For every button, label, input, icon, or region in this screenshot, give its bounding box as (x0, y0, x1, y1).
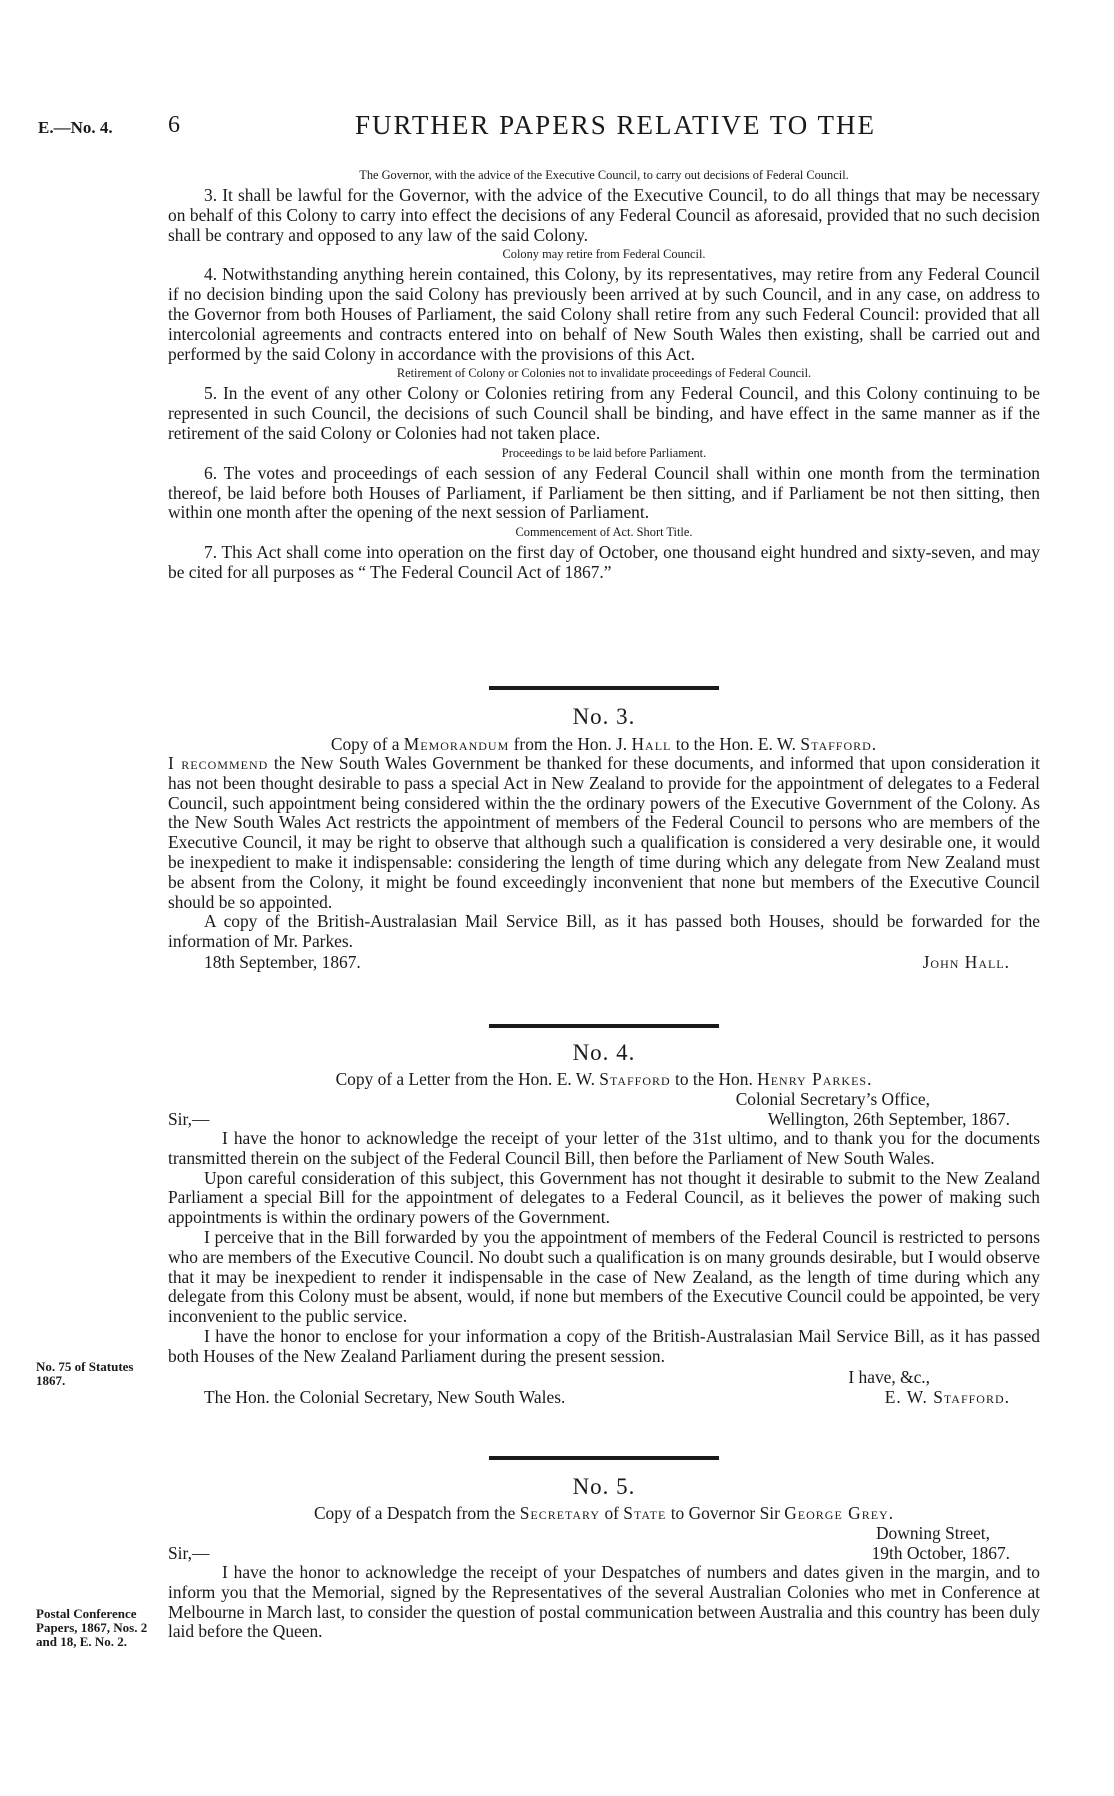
document-reference: E.—No. 4. (38, 118, 113, 137)
letter-body: I have the honor to enclose for your information a copy of the British-Australasian Mail Service Bill, as it has passed both Houses of the New Zealand Parliament during the present session. (168, 1325, 1040, 1366)
marginal-heading: Colony may retire from Federal Council. (502, 247, 706, 262)
signature: E. W. Stafford. (884, 1386, 1010, 1407)
section-paragraph: 6. The votes and proceedings of each session of any Federal Council shall within one month from the termination thereof, be laid before both Houses of Parliament, if Parliament be then sitting, and if Parliament be not then sitting, then within one month after the opening of the next session of Parliament. (168, 462, 1040, 523)
section-divider (489, 1456, 719, 1460)
letter-addressee: The Hon. the Colonial Secretary, New South Wales. (204, 1386, 566, 1407)
salutation: Sir,— (168, 1109, 210, 1129)
document-no3 (168, 686, 1040, 972)
letter-date: 19th October, 1867. (871, 1543, 1010, 1563)
document-subtitle: Copy of a Letter from the Hon. E. W. Stafford to the Hon. Henry Parkes. (335, 1069, 873, 1089)
salutation: Sir,— (168, 1543, 210, 1563)
document-subtitle: Copy of a Despatch from the Secretary of State to Governor Sir George Grey. (313, 1503, 895, 1523)
section-paragraph: 7. This Act shall come into operation on the first day of October, one thousand eight hundred and sixty-seven, and may be cited for all purposes as “ The Federal Council Act of 1867.” (168, 542, 1040, 582)
section-paragraph: 4. Notwithstanding anything herein contained, this Colony, by its representatives, may retire from any Federal Council if no decision binding upon the said Colony has previously been arrived at by such Council, and in any case, on address to the Governor from both Houses of Parliament, the said Colony shall retire from any such Federal Council: provided that all intercolonial agreements and contracts entered into on behalf of New South Wales then existing, shall be carried out and performed by the said Colony in accordance with the provisions of this Act. (168, 264, 1040, 364)
letter-body: I perceive that in the Bill forwarded by you the appointment of members of the Federal Council is restricted to persons who are members of the Executive Council. No doubt such a qualification is on many grounds desirable, but I would observe that it may be inexpedient to render it indispensable in the case of New Zealand, as the length of time during which any delegate from this Colony must be absent, would, if none but members of the Executive Council could be appointed, be very inconvenient to the public service. (168, 1226, 1040, 1327)
document-subtitle: Copy of a Memorandum from the Hon. J. Hall to the Hon. E. W. Stafford. (330, 734, 878, 754)
section-divider (489, 686, 719, 690)
margin-note: Postal Conference Papers, 1867, Nos. 2 and 18, E. No. 2. (36, 1606, 148, 1649)
marginal-heading: Proceedings to be laid before Parliament. (501, 445, 707, 460)
marginal-heading: Commencement of Act. Short Title. (515, 525, 693, 540)
letter-date: Wellington, 26th September, 1867. (767, 1109, 1010, 1129)
document-no4 (168, 1024, 1040, 1407)
letter-address: Downing Street, (876, 1523, 990, 1543)
section-paragraph: 3. It shall be lawful for the Governor, with the advice of the Executive Council, to do all things that may be necessary on behalf of this Colony to carry into effect the decisions of any Federal Council as aforesaid, provided that no such decision shall be contrary and opposed to any law of the said Colony. (168, 185, 1040, 245)
memorandum-signoff (168, 952, 1040, 972)
letter-body: I have the honor to acknowledge the receipt of your Despatches of numbers and dates given in the margin, and to inform you that the Memorial, signed by the Representatives of the several Australian Colonies who met in Conference at Melbourne in March last, to consider the question of postal communication between Australia and this country has been duly laid before the Queen. (168, 1562, 1040, 1642)
document-heading: No. 3. (572, 704, 636, 729)
letter-signoff (168, 1387, 1040, 1407)
document-no5 (168, 1456, 1040, 1642)
marginal-heading: Retirement of Colony or Colonies not to invalidate proceedings of Federal Council. (396, 366, 812, 381)
letter-body: I have the honor to acknowledge the receipt of your letter of the 31st ultimo, and to thank you for the documents transmitted therein on the subject of the Federal Council Bill, then before the Parliament of New South Wales. (168, 1128, 1040, 1168)
document-heading: No. 4. (572, 1040, 636, 1065)
section-paragraph: 5. In the event of any other Colony or Colonies retiring from any Federal Council, and this Colony continuing to be represented in such Council, the decisions of such Council shall be binding, and have effect in the same manner as if the retirement of the said Colony or Colonies had not taken place. (168, 383, 1040, 443)
memorandum-body: I recommend the New South Wales Government be thanked for these documents, and informed that upon consideration it has not been thought desirable to pass a special Act in New Zealand to provide for the appointment of delegates to a Federal Council, such appointment being considered within the the ordinary powers of the Executive Government of the Colony. As the New South Wales Act restricts the appointment of members of the Federal Council to persons who are members of the Executive Council, it may be right to observe that although such a qualification is considered a very desirable one, it would be inexpedient to make it indispensable: considering the length of time during which any delegate from New Zealand must be absent from the Colony, it might be found exceedingly inconvenient that none but members of the Executive Council should be so appointed. (168, 753, 1040, 912)
letter-body: Upon careful consideration of this subject, this Government has not thought it desirable to submit to the New Zealand Parliament a special Bill for the appointment of delegates to a Federal Council, as it believes the power of making such appointments is within the ordinary powers of the Government. (168, 1167, 1040, 1228)
letter-salutation-row (168, 1109, 1040, 1129)
page-number: 6 (168, 112, 180, 138)
letter-address: Colonial Secretary’s Office, (735, 1089, 930, 1109)
memorandum-body: A copy of the British-Australasian Mail Service Bill, as it has passed both Houses, should be forwarded for the information of Mr. Parkes. (168, 911, 1040, 952)
signature: John Hall. (922, 951, 1010, 972)
act-section (168, 166, 1040, 583)
marginal-heading: The Governor, with the advice of the Executive Council, to carry out decisions of Federal Council. (359, 168, 849, 182)
section-divider (489, 1024, 719, 1028)
document-heading: No. 5. (572, 1474, 636, 1499)
margin-note: No. 75 of Statutes 1867. (36, 1359, 134, 1388)
page-title: FURTHER PAPERS RELATIVE TO THE (355, 110, 876, 140)
letter-salutation-row (168, 1543, 1040, 1563)
memorandum-date: 18th September, 1867. (204, 951, 361, 972)
letter-closing: I have, &c., (848, 1366, 930, 1387)
